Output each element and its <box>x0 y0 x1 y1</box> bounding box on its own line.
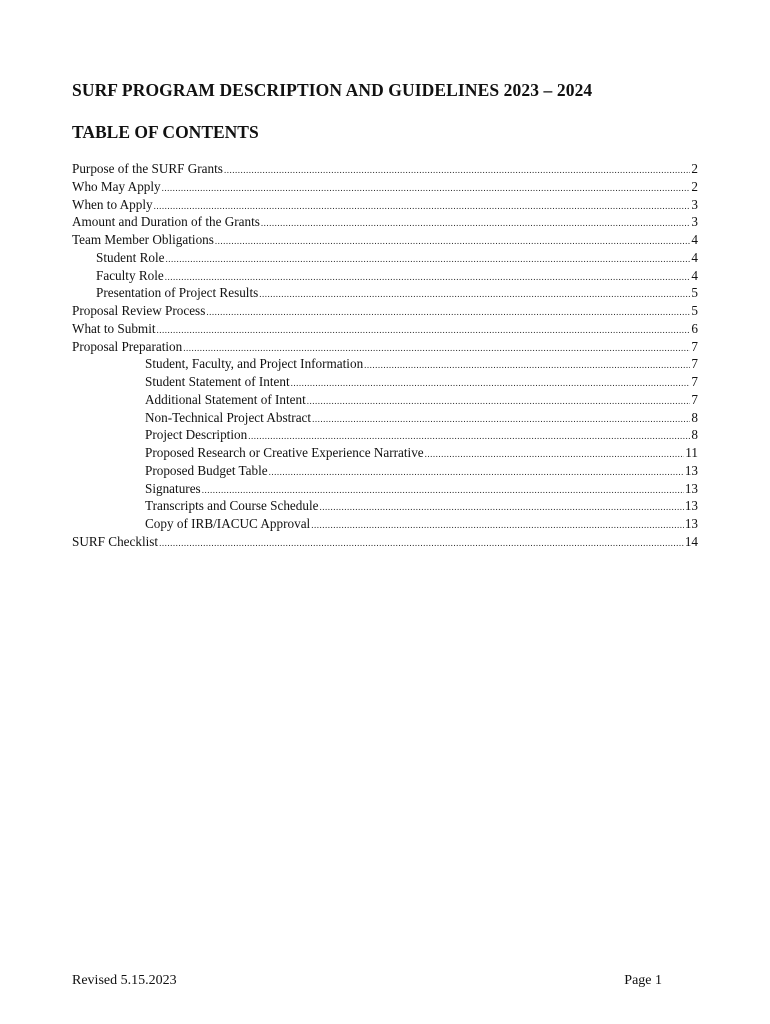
toc-entry-label: Who May Apply <box>72 178 161 194</box>
toc-entry-label: Proposed Research or Creative Experience Narrative <box>145 445 424 460</box>
toc-entry-page: 7 <box>691 374 698 389</box>
toc-entry-page: 7 <box>691 356 698 372</box>
toc-dot-leader <box>291 375 691 391</box>
toc-dot-leader <box>159 535 684 551</box>
toc-dot-leader <box>154 198 691 214</box>
toc-entry-label: Faculty Role <box>96 267 164 283</box>
toc-dot-leader <box>248 428 690 444</box>
toc-entry-page: 4 <box>691 267 698 283</box>
toc-entry-page: 8 <box>691 427 698 443</box>
toc-entry-page: 6 <box>691 320 698 336</box>
toc-entry[interactable] <box>72 533 698 551</box>
toc-entry-page: 2 <box>691 178 698 194</box>
toc-entry-label: SURF Checklist <box>72 533 159 549</box>
toc-dot-leader <box>311 517 684 533</box>
toc-entry-page: 2 <box>691 161 698 176</box>
toc-dot-leader <box>269 464 684 480</box>
toc-entry[interactable] <box>72 426 698 444</box>
toc-entry[interactable] <box>72 267 698 285</box>
toc-entry[interactable] <box>72 497 698 515</box>
toc-entry[interactable] <box>72 373 698 391</box>
toc-entry[interactable] <box>72 302 698 320</box>
toc-dot-leader <box>261 215 691 231</box>
toc-entry-label: Copy of IRB/IACUC Approval <box>145 516 311 531</box>
toc-entry-label: Additional Statement of Intent <box>145 391 306 407</box>
toc-entry-page: 13 <box>684 498 698 514</box>
toc-dot-leader <box>224 162 690 178</box>
toc-entry[interactable] <box>72 160 698 178</box>
toc-entry[interactable] <box>72 391 698 409</box>
toc-entry-page: 13 <box>684 480 698 496</box>
toc-entry[interactable] <box>72 462 698 480</box>
toc-entry-page: 4 <box>691 249 698 265</box>
toc-entry[interactable] <box>72 320 698 338</box>
toc-dot-leader <box>183 340 690 356</box>
toc-entry[interactable] <box>72 196 698 214</box>
toc-entry-label: Project Description <box>145 427 248 443</box>
toc-entry-page: 3 <box>691 214 698 230</box>
toc-entry-label: Student, Faculty, and Project Information <box>145 356 364 372</box>
toc-entry-page: 7 <box>691 338 698 354</box>
toc-entry-label: Proposed Budget Table <box>145 462 268 478</box>
toc-entry-page: 13 <box>684 516 698 531</box>
toc-heading: TABLE OF CONTENTS <box>72 122 259 142</box>
table-of-contents <box>72 160 698 551</box>
toc-dot-leader <box>364 357 690 373</box>
page-number: Page 1 <box>624 973 662 988</box>
toc-entry-label: Student Role <box>96 249 165 265</box>
toc-entry-label: When to Apply <box>72 196 153 212</box>
toc-entry[interactable] <box>72 409 698 427</box>
toc-entry-label: Amount and Duration of the Grants <box>72 214 260 230</box>
toc-dot-leader <box>259 286 690 302</box>
toc-entry-page: 4 <box>691 232 698 247</box>
toc-entry-page: 13 <box>684 462 698 478</box>
toc-entry-label: Signatures <box>145 480 201 496</box>
toc-dot-leader <box>165 269 691 285</box>
toc-entry-label: Proposal Review Process <box>72 303 206 318</box>
toc-entry[interactable] <box>72 178 698 196</box>
toc-dot-leader <box>425 446 685 462</box>
toc-entry[interactable] <box>72 213 698 231</box>
revision-date: Revised 5.15.2023 <box>72 973 177 988</box>
toc-entry-label: Purpose of the SURF Grants <box>72 161 223 176</box>
toc-entry-label: Proposal Preparation <box>72 338 183 354</box>
toc-dot-leader <box>312 411 690 427</box>
toc-entry[interactable] <box>72 480 698 498</box>
toc-entry-page: 3 <box>691 196 698 212</box>
toc-dot-leader <box>162 180 691 196</box>
toc-entry-page: 5 <box>691 285 698 301</box>
toc-dot-leader <box>202 482 684 498</box>
toc-entry[interactable] <box>72 231 698 249</box>
toc-dot-leader <box>320 499 684 515</box>
toc-entry-label: Student Statement of Intent <box>145 374 290 389</box>
toc-entry-page: 7 <box>691 391 698 407</box>
toc-entry[interactable] <box>72 338 698 356</box>
toc-entry-page: 8 <box>691 409 698 425</box>
toc-entry[interactable] <box>72 249 698 267</box>
toc-entry-label: Transcripts and Course Schedule <box>145 498 319 514</box>
toc-dot-leader <box>157 322 691 338</box>
toc-dot-leader <box>206 304 690 320</box>
document-title: SURF PROGRAM DESCRIPTION AND GUIDELINES 2023 – 2024 <box>72 80 593 100</box>
toc-entry[interactable] <box>72 515 698 533</box>
toc-entry-label: What to Submit <box>72 320 156 336</box>
toc-entry[interactable] <box>72 444 698 462</box>
toc-entry-page: 5 <box>691 303 698 318</box>
toc-entry-label: Team Member Obligations <box>72 232 214 247</box>
toc-entry-page: 14 <box>684 533 698 549</box>
toc-entry[interactable] <box>72 284 698 302</box>
toc-dot-leader <box>307 393 691 409</box>
toc-entry-label: Presentation of Project Results <box>96 285 259 301</box>
toc-entry-label: Non-Technical Project Abstract <box>145 409 312 425</box>
toc-dot-leader <box>166 251 691 267</box>
toc-entry[interactable] <box>72 355 698 373</box>
toc-dot-leader <box>215 233 690 249</box>
toc-entry-page: 11 <box>685 445 698 460</box>
